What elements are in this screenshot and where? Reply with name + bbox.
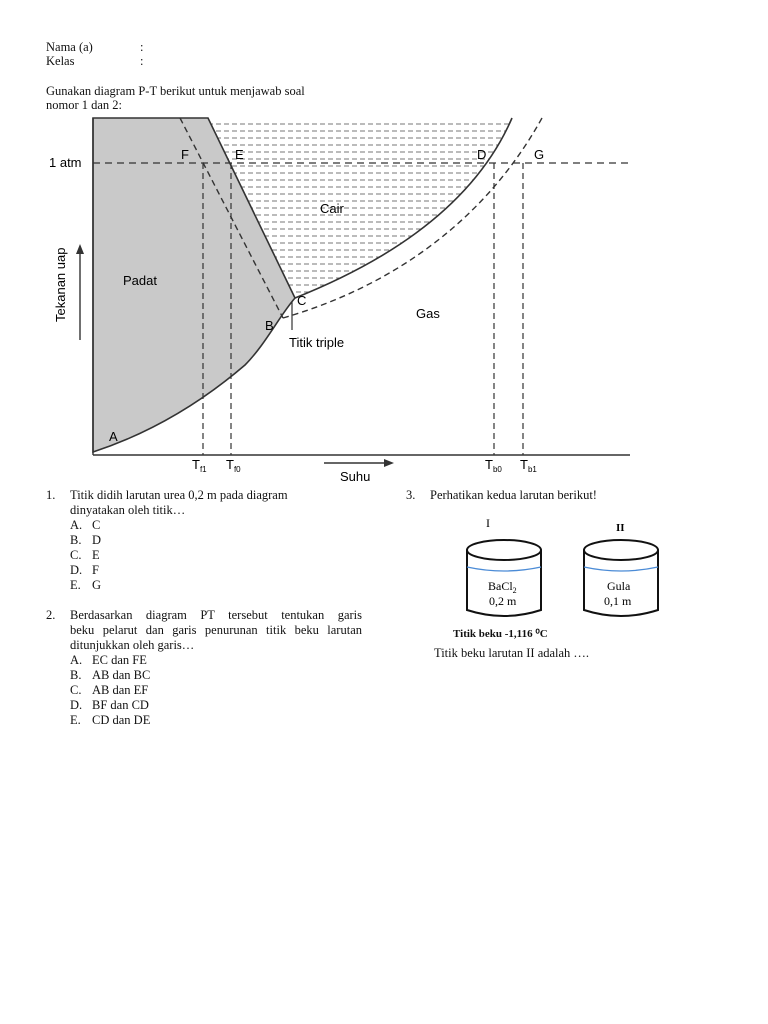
question-3-stem: Perhatikan kedua larutan berikut! bbox=[430, 488, 597, 502]
question-2 bbox=[46, 608, 362, 733]
question-1 bbox=[46, 488, 346, 598]
question-1-stem-line: Titik didih larutan urea 0,2 m pada diagram bbox=[70, 488, 288, 502]
option-letter: D. bbox=[70, 563, 83, 577]
option-text: F bbox=[92, 563, 99, 577]
point-g-label: G bbox=[534, 147, 545, 162]
question-1-number: 1. bbox=[46, 488, 56, 502]
boiling-curve-solution bbox=[283, 118, 545, 318]
question-3-prompt: Titik beku larutan II adalah …. bbox=[434, 646, 590, 660]
question-2-stem-line: beku pelarut dan garis penurunan titik beku larutan bbox=[70, 623, 362, 637]
beaker-2-roman: II bbox=[616, 522, 625, 534]
option-row[interactable] bbox=[70, 653, 150, 668]
point-c-label: C bbox=[297, 293, 307, 308]
name-label: Nama (a) bbox=[46, 40, 93, 54]
point-a-label: A bbox=[109, 429, 118, 444]
option-text: E bbox=[92, 548, 100, 562]
beaker-2-solute: Gula bbox=[607, 579, 631, 593]
triple-point-label: Titik triple bbox=[289, 335, 345, 350]
option-letter: C. bbox=[70, 683, 82, 697]
liquid-region-label: Cair bbox=[320, 201, 344, 216]
option-row[interactable] bbox=[70, 548, 101, 563]
name-colon: : bbox=[140, 40, 144, 54]
beaker-1-solute: BaCl$_2$ bbox=[488, 579, 517, 595]
question-3-number: 3. bbox=[406, 488, 416, 502]
option-row[interactable] bbox=[70, 698, 150, 713]
y-axis-arrow-head bbox=[76, 244, 84, 254]
beaker-1-roman: I bbox=[486, 516, 490, 530]
y-axis-label: Tekanan uap bbox=[53, 247, 68, 322]
freeze-note: Titik beku -1,116 ⁰C bbox=[453, 628, 548, 640]
question-1-stem-line: dinyatakan oleh titik… bbox=[70, 503, 186, 517]
option-letter: E. bbox=[70, 578, 81, 592]
x-axis-arrow-head bbox=[384, 459, 394, 467]
x-axis-label: Suhu bbox=[340, 469, 371, 484]
option-text: AB dan EF bbox=[92, 683, 149, 697]
intro-line-2: nomor 1 dan 2: bbox=[46, 98, 123, 112]
option-row[interactable] bbox=[70, 578, 101, 593]
option-text: EC dan FE bbox=[92, 653, 147, 667]
tick-tb0: $T_{b0}$ bbox=[485, 457, 502, 474]
tick-tf0: $T_{f0}$ bbox=[226, 457, 241, 474]
beaker-1 bbox=[467, 516, 541, 616]
option-letter: A. bbox=[70, 653, 83, 667]
option-text: CD dan DE bbox=[92, 713, 151, 727]
option-row[interactable] bbox=[70, 683, 150, 698]
tick-tf1: $T_{f1}$ bbox=[192, 457, 207, 474]
solid-region-label: Padat bbox=[123, 273, 157, 288]
option-row[interactable] bbox=[70, 563, 101, 578]
question-2-stem bbox=[70, 608, 362, 653]
option-letter: C. bbox=[70, 548, 82, 562]
option-row[interactable] bbox=[70, 518, 101, 533]
gas-region-label: Gas bbox=[416, 306, 440, 321]
beaker-2 bbox=[584, 522, 658, 616]
class-colon: : bbox=[140, 54, 144, 68]
question-2-stem-line: ditunjukkan oleh garis… bbox=[70, 638, 195, 652]
option-text: BF dan CD bbox=[92, 698, 149, 712]
option-letter: B. bbox=[70, 533, 82, 547]
option-letter: D. bbox=[70, 698, 83, 712]
option-text: D bbox=[92, 533, 102, 547]
beakers-illustration bbox=[440, 512, 680, 642]
option-letter: E. bbox=[70, 713, 81, 727]
option-row[interactable] bbox=[70, 533, 101, 548]
point-f-label: F bbox=[181, 147, 189, 162]
one-atm-label: 1 atm bbox=[49, 155, 82, 170]
option-letter: B. bbox=[70, 668, 82, 682]
question-2-stem-line: Berdasarkan diagram PT tersebut tentukan garis bbox=[70, 608, 362, 622]
question-2-number: 2. bbox=[46, 608, 56, 622]
option-text: AB dan BC bbox=[92, 668, 151, 682]
question-1-stem bbox=[70, 488, 346, 518]
tick-tb1: $T_{b1}$ bbox=[520, 457, 537, 474]
option-letter: A. bbox=[70, 518, 83, 532]
beaker-1-conc: 0,2 m bbox=[489, 594, 517, 608]
option-text: C bbox=[92, 518, 101, 532]
question-1-options bbox=[70, 518, 101, 593]
point-d-label: D bbox=[477, 147, 487, 162]
question-3 bbox=[406, 488, 706, 508]
option-row[interactable] bbox=[70, 713, 150, 728]
pt-phase-diagram bbox=[0, 0, 768, 490]
question-2-options bbox=[70, 653, 150, 728]
intro-line-1: Gunakan diagram P-T berikut untuk menjawab soal bbox=[46, 84, 305, 98]
point-e-label: E bbox=[235, 147, 244, 162]
class-label: Kelas bbox=[46, 54, 75, 68]
point-b-label: B bbox=[265, 318, 274, 333]
option-row[interactable] bbox=[70, 668, 150, 683]
option-text: G bbox=[92, 578, 102, 592]
beaker-2-conc: 0,1 m bbox=[604, 594, 632, 608]
